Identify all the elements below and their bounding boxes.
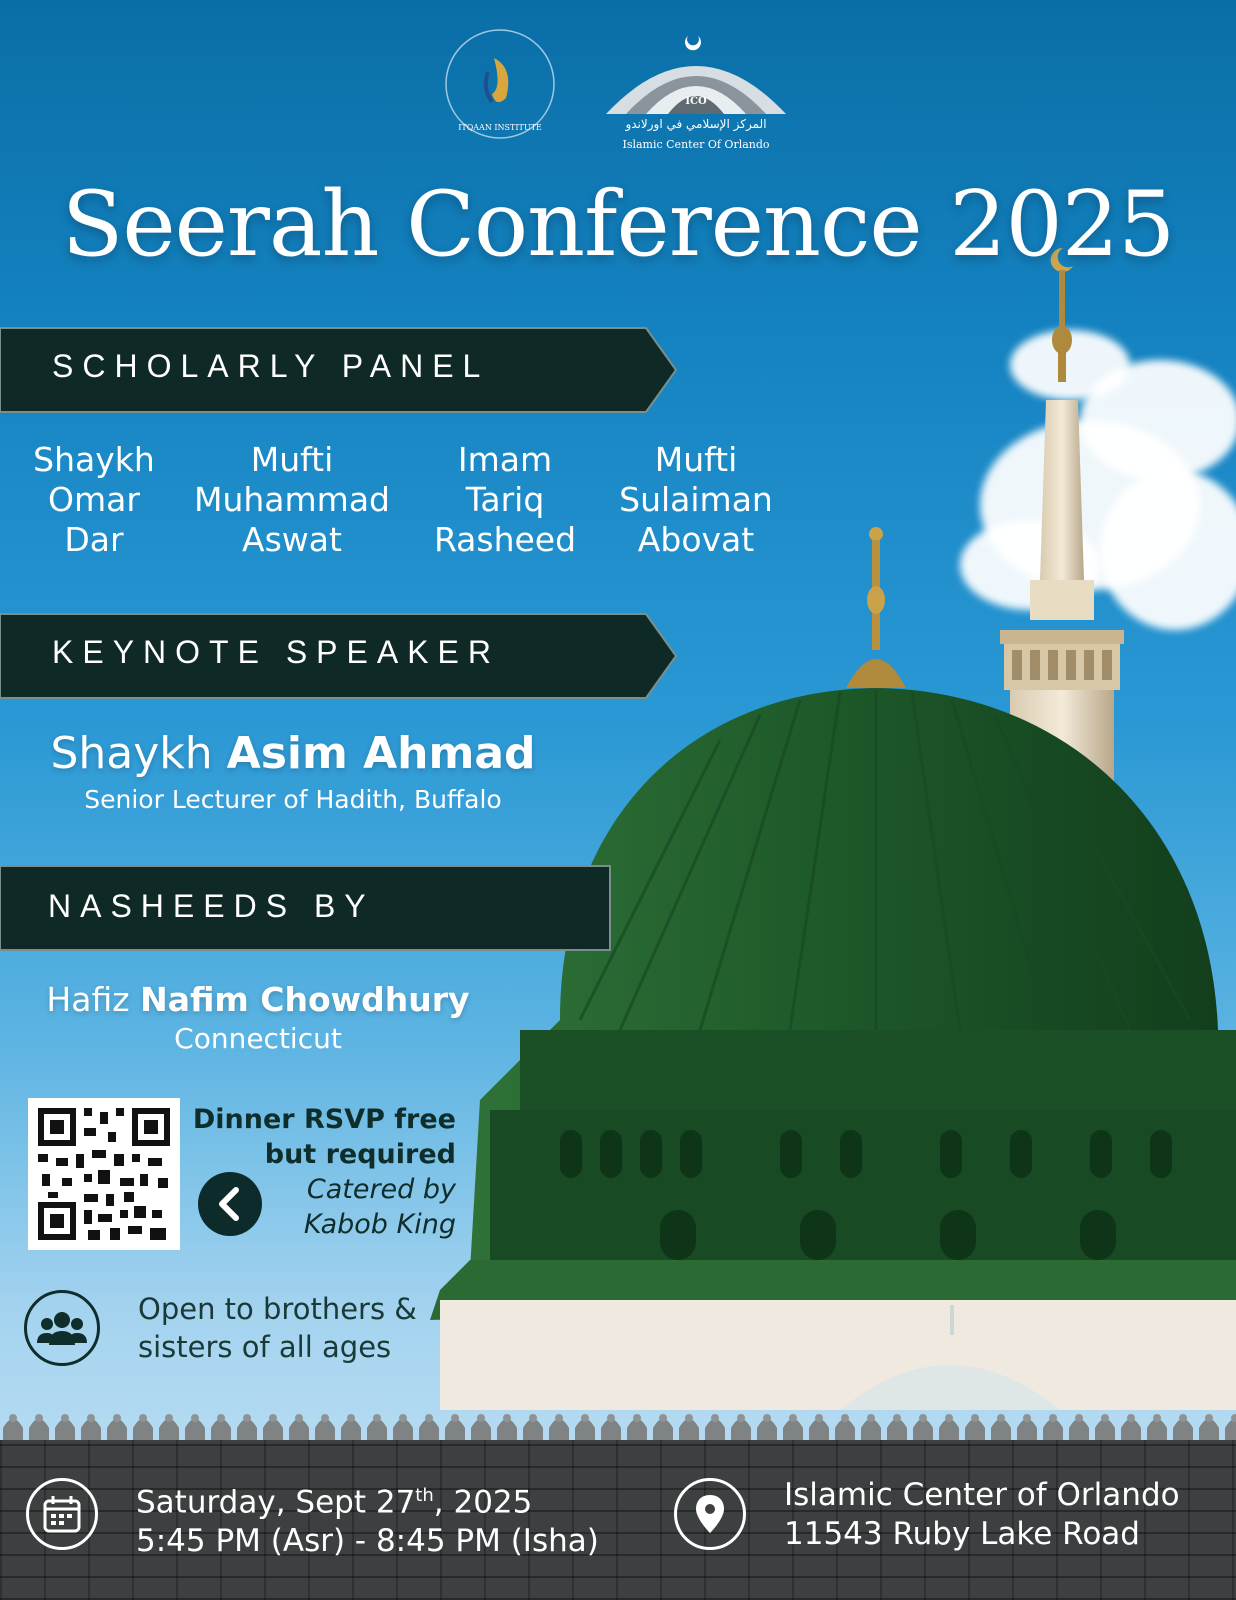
calendar-icon	[26, 1478, 98, 1550]
dome-finial	[846, 527, 906, 688]
rsvp-qr-code[interactable]	[28, 1098, 180, 1250]
svg-text:Islamic Center Of Orlando: Islamic Center Of Orlando	[622, 138, 770, 151]
keynote-speaker-heading: KEYNOTE SPEAKER	[52, 634, 500, 670]
scholar-list	[0, 440, 800, 570]
group-people-icon	[24, 1290, 100, 1366]
scholar-name: Imam Tariq Rasheed	[433, 440, 577, 559]
event-location: Islamic Center of Orlando 11543 Ruby Lake Road	[784, 1477, 1180, 1552]
location-pin-icon	[674, 1478, 746, 1550]
scholar-name: Mufti Sulaiman Abovat	[619, 440, 773, 559]
audience-info: Open to brothers & sisters of all ages	[138, 1292, 417, 1364]
svg-text:المركز الإسلامي في اورلاندو: المركز الإسلامي في اورلاندو	[625, 117, 767, 131]
keynote-speaker-subtitle: Senior Lecturer of Hadith, Buffalo	[84, 785, 502, 814]
svg-text:ITQAAN INSTITUTE: ITQAAN INSTITUTE	[458, 123, 542, 132]
scholar-name: Mufti Muhammad Aswat	[194, 440, 390, 559]
rsvp-info: Dinner RSVP free but required Catered by Kabob King	[192, 1104, 456, 1240]
svg-text:ICO: ICO	[685, 96, 707, 107]
nasheed-artist-name: Hafiz Nafim Chowdhury	[46, 980, 470, 1019]
event-date-time: Saturday, Sept 27th, 2025 5:45 PM (Asr) - 8:45 PM (Isha)	[136, 1484, 599, 1560]
nasheeds-heading: NASHEEDS BY	[48, 888, 375, 924]
nasheed-artist-location: Connecticut	[174, 1022, 342, 1055]
scholar-name: Shaykh Omar Dar	[33, 440, 155, 559]
islamic-center-orlando-logo	[596, 28, 796, 158]
scholarly-panel-heading: SCHOLARLY PANEL	[52, 348, 490, 384]
page-title: Seerah Conference 2025	[61, 172, 1175, 277]
keynote-speaker-name: Shaykh Asim Ahmad	[50, 728, 536, 779]
itqaan-institute-logo	[444, 28, 556, 140]
